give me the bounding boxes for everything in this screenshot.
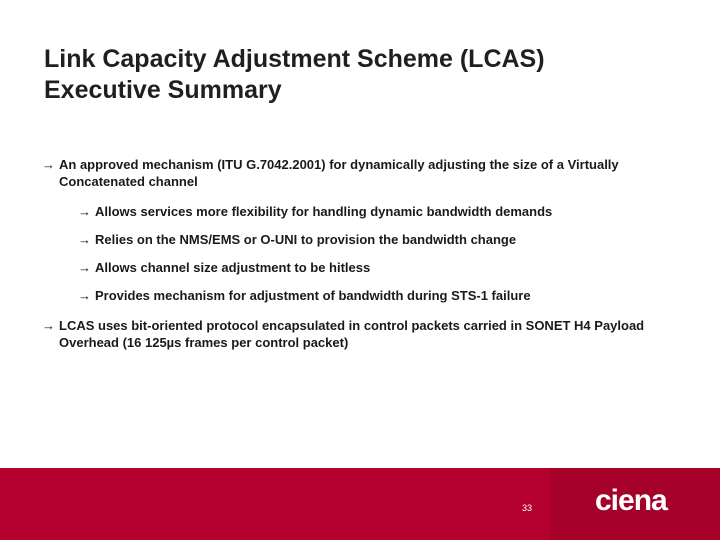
subbullet-item [78,231,698,248]
arrow-icon: → [42,318,55,333]
bullet-text-line: LCAS uses bit-oriented protocol encapsulated in control packets carried in SONET H4 Payload [59,318,645,333]
subbullet-text: Allows services more flexibility for handling dynamic bandwidth demands [95,204,553,219]
subbullet-item [78,259,698,276]
bullet-item [42,317,702,351]
logo-mark: . [666,503,669,512]
arrow-icon: → [78,288,91,303]
bullet-text-line: Overhead (16 125µs frames per control packet) [59,335,349,350]
arrow-icon: → [78,260,91,275]
page-number: 33 [521,503,532,513]
arrow-icon: → [78,204,91,219]
subbullet-item [78,203,698,220]
subbullet-item [78,287,698,304]
logo-text: ciena [595,484,667,517]
arrow-icon: → [78,232,91,247]
bullet-text-line: An approved mechanism (ITU G.7042.2001) for dynamically adjusting the size of a Virtually [59,157,619,172]
title-line-2: Executive Summary [44,76,282,104]
bullet-item [42,156,702,190]
subbullet-text: Allows channel size adjustment to be hitless [95,260,371,275]
subbullet-text: Provides mechanism for adjustment of bandwidth during STS-1 failure [95,288,531,303]
slide-title [44,44,545,106]
title-line-1: Link Capacity Adjustment Scheme (LCAS) [44,45,545,73]
arrow-icon: → [42,157,55,172]
subbullet-text: Relies on the NMS/EMS or O-UNI to provision the bandwidth change [95,232,517,247]
ciena-logo [595,484,669,518]
bullet-text-line: Concatenated channel [59,174,198,189]
